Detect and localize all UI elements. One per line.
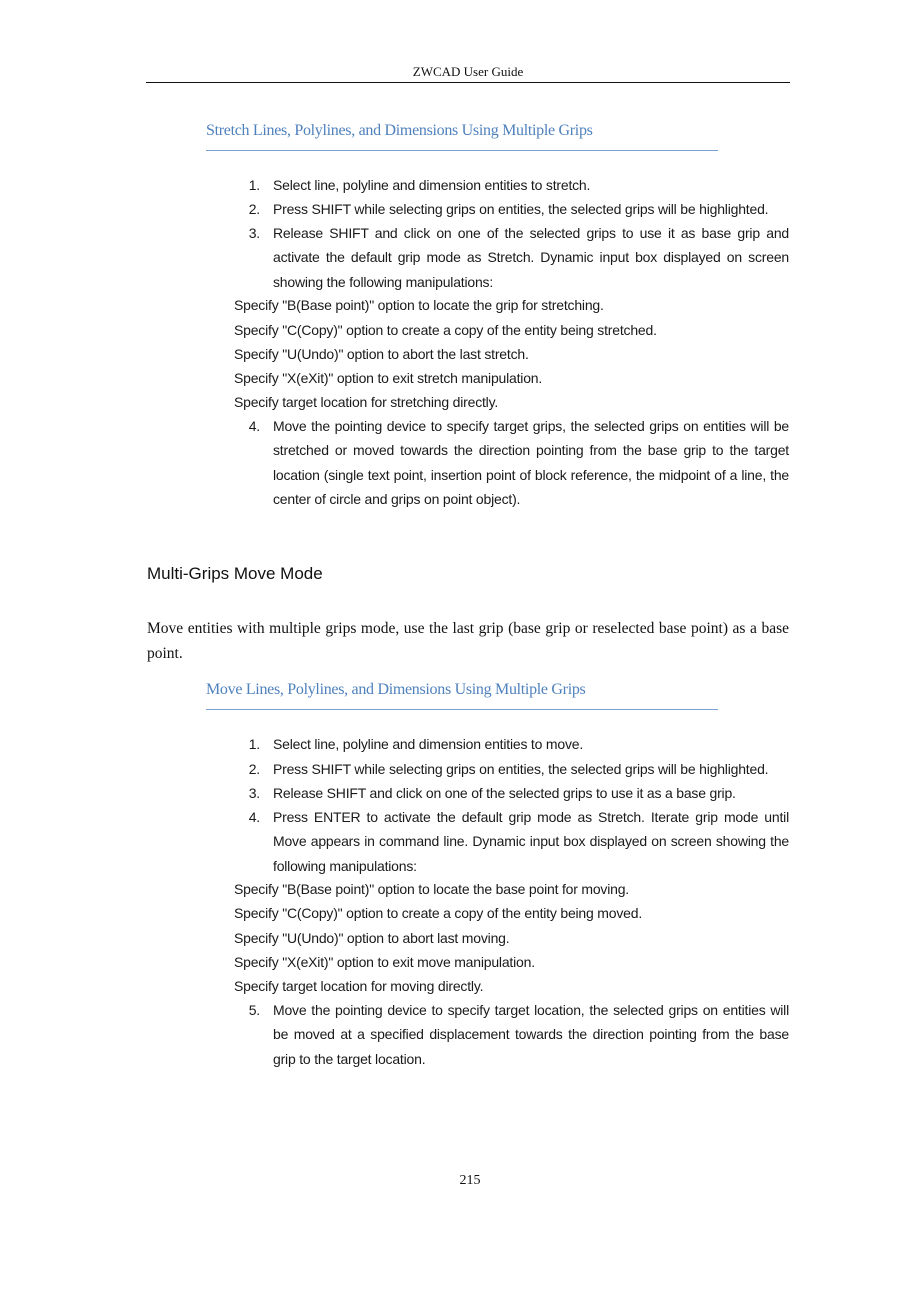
step-number: 2. (248, 761, 260, 777)
page-number: 215 (459, 1173, 481, 1188)
option-line: Specify target location for stretching directly. (234, 394, 499, 410)
option-line: Specify target location for moving directly. (234, 978, 484, 994)
option-line: Specify "B(Base point)" option to locate the grip for stretching. (234, 297, 604, 313)
step-number: 3. (248, 785, 260, 801)
header-rule (146, 82, 790, 83)
option-line: Specify "X(eXit)" option to exit move manipulation. (234, 954, 535, 970)
list-item: Move the pointing device to specify target grips, the selected grips on entities will be stretched or moved towards the direction pointing from the base grip to the target location (single text point, insertion point of block reference, the midpoint of a line, the center of circle and grips on point object). (273, 418, 789, 507)
list-item: Select line, polyline and dimension entities to stretch. (273, 177, 591, 193)
stretch-subheading: Stretch Lines, Polylines, and Dimensions Using Multiple Grips (206, 122, 718, 151)
list-item: Move the pointing device to specify target location, the selected grips on entities will be moved at a specified displacement towards the direction pointing from the base grip to the target location. (273, 1002, 789, 1067)
step-number: 4. (248, 809, 260, 825)
option-line: Specify "U(Undo)" option to abort last moving. (234, 930, 510, 946)
list-item: Select line, polyline and dimension entities to move. (273, 736, 584, 752)
step-number: 3. (248, 225, 260, 241)
option-line: Specify "C(Copy)" option to create a copy of the entity being moved. (234, 905, 643, 921)
list-item: Release SHIFT and click on one of the selected grips to use it as a base grip. (273, 785, 736, 801)
option-line: Specify "U(Undo)" option to abort the last stretch. (234, 346, 529, 362)
step-number: 1. (248, 177, 260, 193)
step-number: 4. (248, 418, 260, 434)
list-item: Press SHIFT while selecting grips on entities, the selected grips will be highlighted. (273, 201, 769, 217)
step-number: 2. (248, 201, 260, 217)
move-subheading: Move Lines, Polylines, and Dimensions Using Multiple Grips (206, 681, 718, 710)
list-item: Press SHIFT while selecting grips on entities, the selected grips will be highlighted. (273, 761, 769, 777)
list-item: Release SHIFT and click on one of the selected grips to use it as base grip and activate the default grip mode as Stretch. Dynamic input box displayed on screen showing the following manipulations: (273, 225, 789, 290)
running-header: ZWCAD User Guide (412, 64, 524, 79)
list-item: Press ENTER to activate the default grip mode as Stretch. Iterate grip mode until Move appears in command line. Dynamic input box displayed on screen showing the following manipulations: (273, 809, 789, 874)
step-number: 5. (248, 1002, 260, 1018)
section-heading: Multi-Grips Move Mode (147, 564, 323, 583)
step-number: 1. (248, 736, 260, 752)
option-line: Specify "X(eXit)" option to exit stretch manipulation. (234, 370, 543, 386)
option-line: Specify "B(Base point)" option to locate the base point for moving. (234, 881, 629, 897)
intro-paragraph: Move entities with multiple grips mode, use the last grip (base grip or reselected base point) as a base point. (147, 620, 789, 662)
option-line: Specify "C(Copy)" option to create a copy of the entity being stretched. (234, 322, 657, 338)
